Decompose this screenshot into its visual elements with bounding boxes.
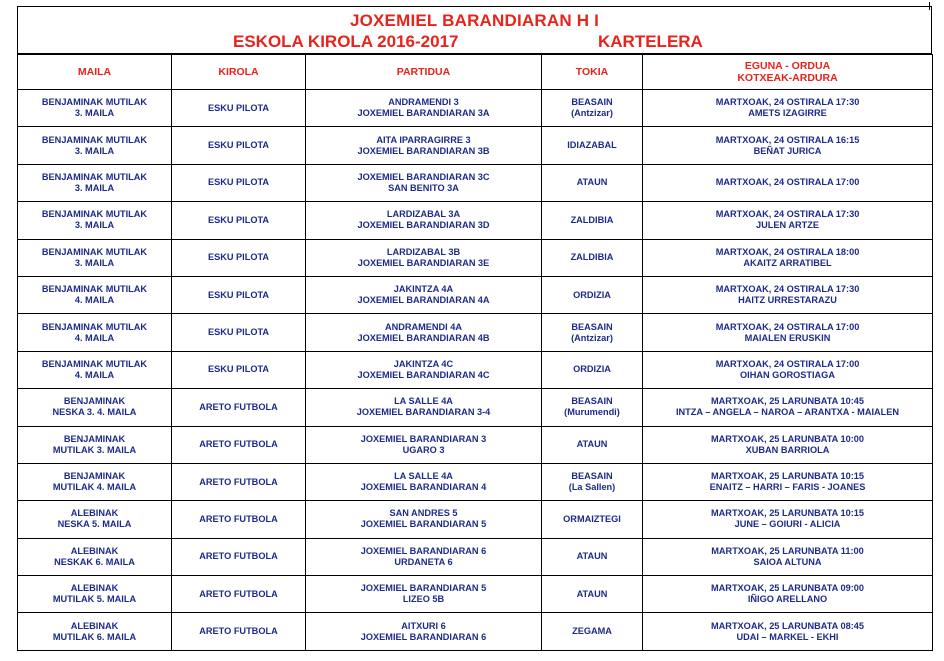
eguna-ardura-cell-line: MARTXOAK, 24 OSTIRALA 16:15 (715, 134, 860, 145)
maila-cell-line: 3. MAILA (74, 220, 115, 231)
tokia-cell (542, 426, 643, 463)
tokia-cell (542, 463, 643, 500)
eguna-ardura-cell (643, 463, 933, 500)
partidua-cell-line: LA SALLE 4A (394, 396, 453, 407)
maila-cell (18, 613, 172, 650)
partidua-cell-line: JOXEMIEL BARANDIARAN 4A (357, 295, 490, 306)
partidua-cell (306, 90, 542, 127)
kirola-cell: ESKU PILOTA (172, 127, 306, 164)
table-row (18, 90, 933, 127)
eguna-ardura-cell (643, 314, 933, 351)
eguna-ardura-cell (643, 576, 933, 613)
table-row (18, 351, 933, 388)
partidua-cell (306, 202, 542, 239)
eguna-ardura-cell-line: MARTXOAK, 24 OSTIRALA 17:00 (715, 177, 860, 188)
partidua-cell (306, 314, 542, 351)
eguna-ardura-cell-line: JULEN ARTZE (756, 220, 819, 231)
table-row (18, 538, 933, 575)
partidua-cell-line: LIZEO 5B (402, 594, 445, 605)
partidua-cell (306, 538, 542, 575)
tokia-cell-line: ZALDIBIA (570, 252, 614, 263)
tokia-cell-line: BEASAIN (571, 396, 613, 407)
maila-cell-line: BENJAMINAK MUTILAK (41, 171, 148, 182)
maila-cell (18, 389, 172, 426)
tokia-cell (542, 239, 643, 276)
tokia-cell (542, 127, 643, 164)
maila-cell-line: BENJAMINAK MUTILAK (41, 358, 148, 369)
tokia-cell-line: ZEGAMA (572, 626, 612, 637)
tokia-cell-line: ORMAIZTEGI (563, 513, 621, 524)
maila-cell-line: 3. MAILA (74, 145, 115, 156)
maila-cell-line: NESKAK 6. MAILA (54, 556, 135, 567)
maila-cell-line: 3. MAILA (74, 108, 115, 119)
schedule-table (17, 54, 933, 651)
partidua-cell-line: SAN ANDRES 5 (389, 508, 458, 519)
maila-cell-line: NESKA 5. MAILA (57, 519, 132, 530)
maila-cell-line: BENJAMINAK (63, 433, 126, 444)
partidua-cell-line: UGARO 3 (402, 444, 445, 455)
partidua-cell-line: JOXEMIEL BARANDIARAN 6 (360, 631, 487, 642)
maila-cell-line: BENJAMINAK MUTILAK (41, 321, 148, 332)
eguna-ardura-cell-line: MARTXOAK, 24 OSTIRALA 17:30 (715, 284, 860, 295)
partidua-cell (306, 463, 542, 500)
tokia-cell-line: ATAUN (576, 439, 608, 450)
table-row (18, 239, 933, 276)
partidua-cell-line: JOXEMIEL BARANDIARAN 4 (360, 482, 487, 493)
eguna-ardura-cell-line: INTZA – ANGELA – NAROA – ARANTXA - MAIALEN (675, 407, 900, 418)
eguna-ardura-cell-line: MARTXOAK, 24 OSTIRALA 17:30 (715, 209, 860, 220)
eguna-ardura-cell-line: HAITZ URRESTARAZU (738, 295, 837, 306)
tokia-cell (542, 538, 643, 575)
partidua-cell-line: JOXEMIEL BARANDIARAN 5 (360, 519, 487, 530)
eguna-ardura-cell (643, 239, 933, 276)
eguna-ardura-cell-line: MARTXOAK, 25 LARUNBATA 10:15 (711, 508, 864, 519)
tokia-cell-line: BEASAIN (571, 321, 613, 332)
eguna-ardura-cell-line: MARTXOAK, 24 OSTIRALA 17:00 (715, 321, 860, 332)
schedule-sheet (17, 6, 932, 651)
maila-cell-line: 4. MAILA (74, 295, 115, 306)
kirola-cell: ESKU PILOTA (172, 202, 306, 239)
kirola-cell: ARETO FUTBOLA (172, 463, 306, 500)
eguna-ardura-cell-line: MARTXOAK, 24 OSTIRALA 17:00 (715, 358, 860, 369)
kirola-cell: ESKU PILOTA (172, 90, 306, 127)
eguna-ardura-cell-line: MARTXOAK, 25 LARUNBATA 10:15 (711, 471, 864, 482)
kirola-cell: ESKU PILOTA (172, 276, 306, 313)
maila-cell-line: BENJAMINAK MUTILAK (41, 284, 148, 295)
eguna-ardura-cell (643, 613, 933, 650)
partidua-cell-line: ANDRAMENDI 3 (388, 97, 459, 108)
partidua-cell-line: JOXEMIEL BARANDIARAN 3 (360, 433, 487, 444)
eguna-ardura-cell (643, 501, 933, 538)
maila-cell (18, 276, 172, 313)
maila-cell-line: BENJAMINAK MUTILAK (41, 209, 148, 220)
eguna-ardura-cell-line: MARTXOAK, 24 OSTIRALA 18:00 (715, 246, 860, 257)
eguna-ardura-cell (643, 202, 933, 239)
tokia-cell-line: ATAUN (576, 177, 608, 188)
partidua-cell-line: JOXEMIEL BARANDIARAN 4C (357, 369, 490, 380)
eguna-ardura-cell-line: ENAITZ – HARRI – FARIS - JOANES (709, 482, 866, 493)
tokia-cell-line: ATAUN (576, 588, 608, 599)
partidua-cell-line: JOXEMIEL BARANDIARAN 3E (357, 257, 490, 268)
column-header-ardura: KOTXEAK-ARDURA (737, 72, 838, 84)
tokia-cell (542, 314, 643, 351)
maila-cell-line: 4. MAILA (74, 369, 115, 380)
kirola-cell: ARETO FUTBOLA (172, 613, 306, 650)
eguna-ardura-cell (643, 426, 933, 463)
maila-cell-line: 4. MAILA (74, 332, 115, 343)
kirola-cell: ARETO FUTBOLA (172, 538, 306, 575)
kirola-cell: ESKU PILOTA (172, 314, 306, 351)
maila-cell (18, 90, 172, 127)
eguna-ardura-cell-line: SAIOA ALTUNA (753, 556, 822, 567)
column-header-tokia: TOKIA (542, 55, 643, 90)
maila-cell-line: BENJAMINAK (63, 471, 126, 482)
tokia-cell-line: IDIAZABAL (567, 140, 617, 151)
column-header-kirola: KIROLA (172, 55, 306, 90)
table-row (18, 276, 933, 313)
tokia-cell-line: ATAUN (576, 551, 608, 562)
table-header-row (18, 55, 933, 90)
column-header-eguna-ordua (643, 55, 933, 90)
eguna-ardura-cell-line: UDAI – MARKEL - EKHI (736, 631, 839, 642)
maila-cell (18, 164, 172, 201)
eguna-ardura-cell-line: JUNE – GOIURI - ALICIA (734, 519, 841, 530)
partidua-cell-line: JOXEMIEL BARANDIARAN 6 (360, 545, 487, 556)
maila-cell-line: BENJAMINAK (63, 396, 126, 407)
table-row (18, 426, 933, 463)
maila-cell (18, 127, 172, 164)
partidua-cell (306, 613, 542, 650)
eguna-ardura-cell-line: IÑIGO ARELLANO (747, 594, 828, 605)
eguna-ardura-cell-line: MARTXOAK, 25 LARUNBATA 11:00 (711, 545, 864, 556)
maila-cell-line: ALEBINAK (70, 545, 119, 556)
maila-cell-line: MUTILAK 3. MAILA (52, 444, 137, 455)
eguna-ardura-cell-line: MARTXOAK, 25 LARUNBATA 10:00 (711, 433, 864, 444)
table-row (18, 202, 933, 239)
partidua-cell (306, 351, 542, 388)
kirola-cell: ESKU PILOTA (172, 164, 306, 201)
maila-cell-line: BENJAMINAK MUTILAK (41, 134, 148, 145)
table-row (18, 613, 933, 650)
partidua-cell (306, 127, 542, 164)
maila-cell-line: 3. MAILA (74, 182, 115, 193)
maila-cell-line: BENJAMINAK MUTILAK (41, 246, 148, 257)
partidua-cell-line: LARDIZABAL 3B (386, 246, 461, 257)
maila-cell-line: 3. MAILA (74, 257, 115, 268)
tokia-cell (542, 351, 643, 388)
tokia-cell (542, 576, 643, 613)
tokia-cell (542, 164, 643, 201)
maila-cell-line: ALEBINAK (70, 620, 119, 631)
eguna-ardura-cell (643, 389, 933, 426)
tokia-cell-line: (Antzizar) (571, 108, 613, 119)
maila-cell-line: BENJAMINAK MUTILAK (41, 97, 148, 108)
maila-cell (18, 202, 172, 239)
maila-cell-line: MUTILAK 4. MAILA (52, 482, 137, 493)
maila-cell-line: ALEBINAK (70, 583, 119, 594)
maila-cell-line: ALEBINAK (70, 508, 119, 519)
eguna-ardura-cell-line: AKAITZ ARRATIBEL (743, 257, 832, 268)
maila-cell-line: MUTILAK 6. MAILA (52, 631, 137, 642)
partidua-cell-line: JOXEMIEL BARANDIARAN 3B (357, 145, 490, 156)
season-title: ESKOLA KIROLA 2016-2017 (233, 32, 459, 51)
school-title: JOXEMIEL BARANDIARAN H I (349, 11, 600, 30)
maila-cell (18, 314, 172, 351)
eguna-ardura-cell (643, 538, 933, 575)
partidua-cell (306, 389, 542, 426)
maila-cell (18, 501, 172, 538)
tokia-cell (542, 613, 643, 650)
partidua-cell (306, 276, 542, 313)
tokia-cell (542, 501, 643, 538)
table-row (18, 463, 933, 500)
tokia-cell-line: BEASAIN (571, 97, 613, 108)
tokia-cell-line: BEASAIN (571, 471, 613, 482)
tokia-cell (542, 389, 643, 426)
maila-cell (18, 463, 172, 500)
kirola-cell: ESKU PILOTA (172, 351, 306, 388)
eguna-ardura-cell (643, 164, 933, 201)
eguna-ardura-cell (643, 127, 933, 164)
table-row (18, 164, 933, 201)
kirola-cell: ARETO FUTBOLA (172, 501, 306, 538)
partidua-cell-line: ANDRAMENDI 4A (384, 321, 463, 332)
eguna-ardura-cell-line: BEÑAT JURICA (753, 145, 822, 156)
title-block (17, 6, 932, 54)
partidua-cell-line: JOXEMIEL BARANDIARAN 3-4 (356, 407, 491, 418)
eguna-ardura-cell-line: AMETS IZAGIRRE (748, 108, 827, 119)
table-row (18, 501, 933, 538)
schedule-label: KARTELERA (598, 32, 703, 51)
partidua-cell-line: AITXURI 6 (401, 620, 446, 631)
eguna-ardura-cell-line: MARTXOAK, 24 OSTIRALA 17:30 (715, 97, 860, 108)
eguna-ardura-cell-line: MARTXOAK, 25 LARUNBATA 08:45 (711, 620, 864, 631)
eguna-ardura-cell (643, 276, 933, 313)
maila-cell-line: MUTILAK 5. MAILA (52, 594, 137, 605)
partidua-cell-line: JOXEMIEL BARANDIARAN 3C (357, 171, 490, 182)
tokia-cell-line: (La Sallen) (568, 482, 616, 493)
partidua-cell-line: SAN BENITO 3A (388, 182, 459, 193)
eguna-ardura-cell-line: MAIALEN ERUSKIN (744, 332, 831, 343)
schedule-rows (18, 90, 933, 651)
table-row (18, 314, 933, 351)
eguna-ardura-cell-line: MARTXOAK, 25 LARUNBATA 10:45 (711, 396, 864, 407)
partidua-cell (306, 426, 542, 463)
maila-cell-line: NESKA 3. 4. MAILA (52, 407, 137, 418)
partidua-cell (306, 576, 542, 613)
table-row (18, 389, 933, 426)
maila-cell (18, 239, 172, 276)
maila-cell (18, 538, 172, 575)
kirola-cell: ARETO FUTBOLA (172, 389, 306, 426)
kirola-cell: ESKU PILOTA (172, 239, 306, 276)
column-header-partidua: PARTIDUA (306, 55, 542, 90)
maila-cell (18, 576, 172, 613)
tokia-cell-line: (Antzizar) (571, 332, 613, 343)
partidua-cell-line: JOXEMIEL BARANDIARAN 5 (360, 583, 487, 594)
eguna-ardura-cell-line: XUBAN BARRIOLA (745, 444, 830, 455)
partidua-cell-line: URDANETA 6 (394, 556, 453, 567)
partidua-cell-line: LARDIZABAL 3A (386, 209, 461, 220)
partidua-cell (306, 501, 542, 538)
column-header-maila: MAILA (18, 55, 172, 90)
tokia-cell-line: ORDIZIA (573, 364, 611, 375)
eguna-ardura-cell (643, 90, 933, 127)
partidua-cell-line: AITA IPARRAGIRRE 3 (376, 134, 471, 145)
tokia-cell (542, 202, 643, 239)
table-row (18, 127, 933, 164)
partidua-cell-line: JOXEMIEL BARANDIARAN 3D (357, 220, 490, 231)
table-row (18, 576, 933, 613)
tokia-cell-line: ZALDIBIA (570, 214, 614, 225)
tokia-cell-line: (Murumendi) (564, 407, 620, 418)
tokia-cell (542, 276, 643, 313)
tokia-cell (542, 90, 643, 127)
partidua-cell-line: JAKINTZA 4C (393, 358, 454, 369)
column-header-eguna: EGUNA - ORDUA (744, 60, 831, 72)
partidua-cell-line: JOXEMIEL BARANDIARAN 3A (357, 108, 490, 119)
tokia-cell-line: ORDIZIA (573, 289, 611, 300)
partidua-cell-line: LA SALLE 4A (394, 471, 453, 482)
partidua-cell-line: JOXEMIEL BARANDIARAN 4B (357, 332, 490, 343)
maila-cell (18, 351, 172, 388)
eguna-ardura-cell (643, 351, 933, 388)
eguna-ardura-cell-line: OIHAN GOROSTIAGA (740, 369, 835, 380)
maila-cell (18, 426, 172, 463)
partidua-cell (306, 164, 542, 201)
kirola-cell: ARETO FUTBOLA (172, 576, 306, 613)
kirola-cell: ARETO FUTBOLA (172, 426, 306, 463)
partidua-cell (306, 239, 542, 276)
eguna-ardura-cell-line: MARTXOAK, 25 LARUNBATA 09:00 (711, 583, 864, 594)
partidua-cell-line: JAKINTZA 4A (393, 284, 454, 295)
